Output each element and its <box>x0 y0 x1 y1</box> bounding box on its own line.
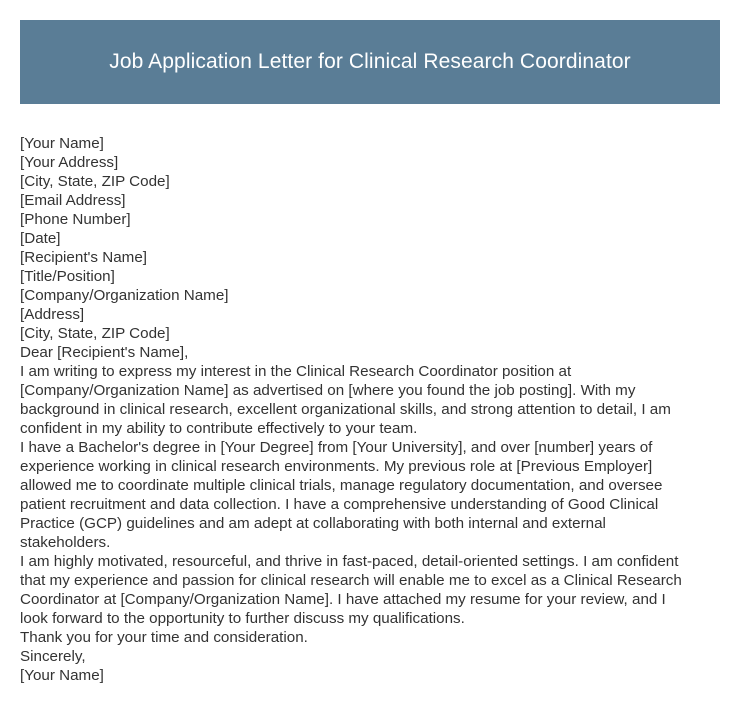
paragraph-line: Thank you for your time and consideration. <box>20 629 308 646</box>
paragraph-line: that my experience and passion for clinical research will enable me to excel as a Clinical Research <box>20 572 682 589</box>
paragraph-line: Practice (GCP) guidelines and am adept at collaborating with both internal and external <box>20 515 606 532</box>
signature: [Your Name] <box>20 667 104 684</box>
sender-email: [Email Address] <box>20 192 126 209</box>
recipient-organization: [Company/Organization Name] <box>20 287 229 304</box>
paragraph-line: I have a Bachelor's degree in [Your Degree] from [Your University], and over [number] years of <box>20 439 653 456</box>
closing: Sincerely, <box>20 648 86 665</box>
paragraph-line: patient recruitment and data collection. I have a comprehensive understanding of Good Clinical <box>20 496 659 513</box>
recipient-address: [Address] <box>20 306 85 323</box>
paragraph-line: allowed me to coordinate multiple clinical trials, manage regulatory documentation, and oversee <box>20 477 663 494</box>
paragraph-line: experience working in clinical research environments. My previous role at [Previous Employer] <box>20 458 653 475</box>
sender-block <box>20 134 720 229</box>
paragraph-line: I am highly motivated, resourceful, and thrive in fast-paced, detail-oriented settings. I am confident <box>20 553 679 570</box>
letter-date: [Date] <box>20 230 61 247</box>
paragraph-line: stakeholders. <box>20 534 111 551</box>
page-title: Job Application Letter for Clinical Research Coordinator <box>109 50 631 73</box>
paragraph-thanks <box>20 628 720 647</box>
letter-header-banner <box>20 20 720 104</box>
paragraph-line: I am writing to express my interest in the Clinical Research Coordinator position at <box>20 363 572 380</box>
sender-name: [Your Name] <box>20 135 104 152</box>
paragraph-experience <box>20 438 720 552</box>
letter-body <box>20 134 720 685</box>
sender-phone: [Phone Number] <box>20 211 131 228</box>
recipient-title: [Title/Position] <box>20 268 115 285</box>
sender-address: [Your Address] <box>20 154 119 171</box>
salutation: Dear [Recipient's Name], <box>20 344 189 361</box>
sender-city-state-zip: [City, State, ZIP Code] <box>20 173 170 190</box>
paragraph-line: background in clinical research, excellent organizational skills, and strong attention to detail, I am <box>20 401 671 418</box>
paragraph-line: look forward to the opportunity to further discuss my qualifications. <box>20 610 465 627</box>
paragraph-line: [Company/Organization Name] as advertised on [where you found the job posting]. With my <box>20 382 636 399</box>
recipient-name: [Recipient's Name] <box>20 249 147 266</box>
paragraph-motivation <box>20 552 720 628</box>
paragraph-intro <box>20 362 720 438</box>
paragraph-line: confident in my ability to contribute effectively to your team. <box>20 420 418 437</box>
recipient-city-state-zip: [City, State, ZIP Code] <box>20 325 170 342</box>
recipient-block <box>20 248 720 343</box>
paragraph-line: Coordinator at [Company/Organization Name]. I have attached my resume for your review, and I <box>20 591 666 608</box>
